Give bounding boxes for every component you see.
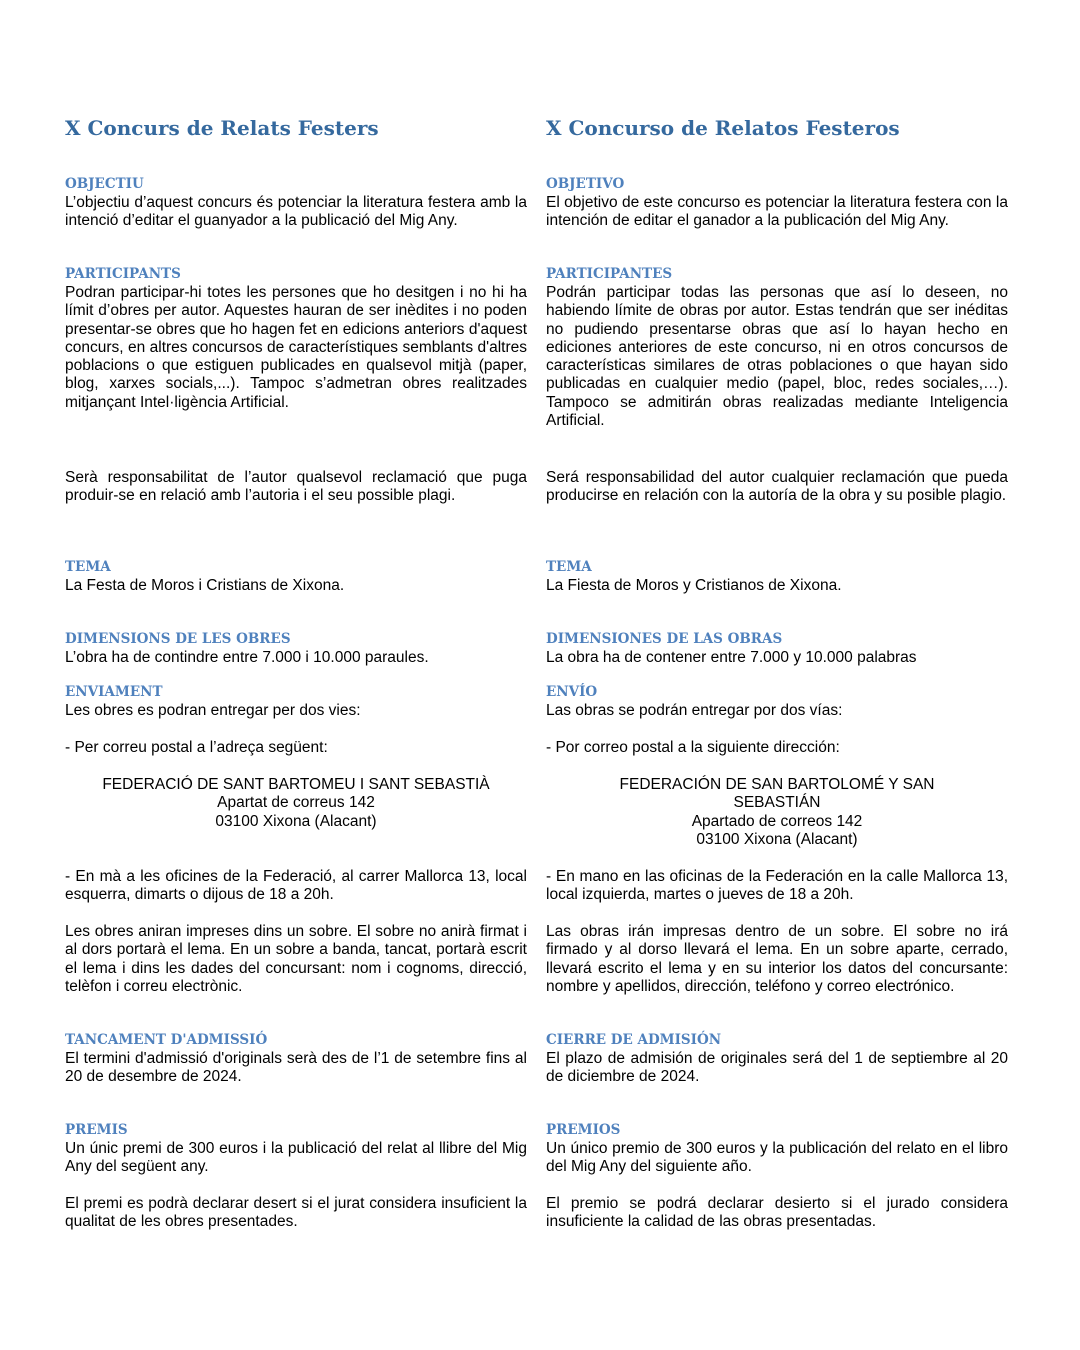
- objectiu-text: L’objectiu d’aquest concurs és potenciar la literatura festera amb la intenció d’editar el guanyador a la publicació del Mig Any.: [65, 194, 527, 230]
- tema-heading: TEMA: [65, 559, 111, 575]
- dimensions-text: L’obra ha de contindre entre 7.000 i 10.000 paraules.: [65, 649, 429, 666]
- address-line: SEBASTIÁN: [733, 794, 821, 812]
- address-line: 03100 Xixona (Alacant): [215, 812, 377, 830]
- participantes-heading: PARTICIPANTES: [546, 266, 673, 282]
- participantes-text-2: Será responsabilidad del autor cualquier reclamación que pueda producirse en relación con la autoría de la obra y su posible plagio.: [546, 469, 1008, 505]
- tema-heading-es: TEMA: [546, 559, 592, 575]
- objetivo-heading: OBJETIVO: [546, 176, 625, 192]
- envio-intro: Las obras se podrán entregar por dos vías:: [546, 702, 843, 719]
- enviament-intro: Les obres es podran entregar per dos vies:: [65, 702, 361, 719]
- envio-hand: - En mano en las oficinas de la Federación en la calle Mallorca 13, local izquierda, martes o jueves de 18 a 20h.: [546, 868, 1008, 904]
- premis-heading: PREMIS: [65, 1122, 128, 1138]
- objetivo-text: El objetivo de este concurso es potenciar la literatura festera con la intención de editar el ganador a la publicación del Mig Any.: [546, 194, 1008, 230]
- cierre-text: El plazo de admisión de originales será del 1 de septiembre al 20 de diciembre de 2024.: [546, 1050, 1008, 1086]
- premios-text: Un único premio de 300 euros y la publicación del relato en el libro del Mig Any del siguiente año.: [546, 1140, 1008, 1176]
- dimensiones-heading: DIMENSIONES DE LAS OBRAS: [546, 631, 783, 647]
- dimensions-heading: DIMENSIONS DE LES OBRES: [65, 631, 291, 647]
- spanish-title: X Concurso de Relatos Festeros: [546, 116, 900, 140]
- address-line: Apartat de correus 142: [217, 794, 375, 812]
- participants-heading: PARTICIPANTS: [65, 266, 181, 282]
- tancament-text: El termini d'admissió d'originals serà des de l’1 de setembre fins al 20 de desembre de 2024.: [65, 1050, 527, 1086]
- premios-heading: PREMIOS: [546, 1122, 621, 1138]
- participantes-text: Podrán participar todas las personas que así lo deseen, no habiendo límite de obras por autor. Estas tendrán que ser inéditas no pudiendo presentarse obras que así lo hayan hecho en ediciones anteriores de este concurso, ni en otros concursos de características similares de otras poblaciones o que hayan sido publicadas en cualquier medio (papel, bloc, redes sociales,…). Tampoco se admitirán obras realizadas mediante Inteligencia Artificial.: [546, 284, 1008, 430]
- envio-heading: ENVÍO: [546, 684, 598, 700]
- tema-text: La Festa de Moros i Cristians de Xixona.: [65, 577, 345, 594]
- enviament-hand: - En mà a les oficines de la Federació, al carrer Mallorca 13, local esquerra, dimarts o dijous de 18 a 20h.: [65, 868, 527, 904]
- envio-envelope: Las obras irán impresas dentro de un sobre. El sobre no irá firmado y al dorso llevará el lema. En un sobre aparte, cerrado, llevará escrito el lema y en su interior los datos del concursante: nombre y apellidos, dirección, teléfono y correo electrónico.: [546, 923, 1008, 995]
- participants-text-2: Serà responsabilitat de l’autor qualsevol reclamació que puga produir-se en relació amb l’autoria i el seu possible plagi.: [65, 469, 527, 505]
- objectiu-heading: OBJECTIU: [65, 176, 144, 192]
- enviament-heading: ENVIAMENT: [65, 684, 163, 700]
- envio-postal: - Por correo postal a la siguiente dirección:: [546, 739, 840, 756]
- address-line: Apartado de correos 142: [691, 812, 863, 830]
- premios-text-2: El premio se podrá declarar desierto si el jurado considera insuficiente la calidad de las obras presentadas.: [546, 1195, 1008, 1231]
- address-line: FEDERACIÓ DE SANT BARTOMEU I SANT SEBASTIÀ: [102, 776, 490, 793]
- dimensiones-text: La obra ha de contener entre 7.000 y 10.000 palabras: [546, 649, 917, 666]
- participants-text: Podran participar-hi totes les persones que ho desitgen i no hi ha límit d’obres per autor. Aquestes hauran de ser inèdites i no poden presentar-se obres que ho hagen fet en edicions anteriors d'aquest concurs, en altres concursos de característiques semblants d'altres poblacions o que estiguen publicades en qualsevol mitjà (paper, blog, xarxes socials,...). Tampoc s’admetran obres realitzades mitjançant Intel·ligència Artificial.: [65, 284, 527, 411]
- address-line: FEDERACIÓN DE SAN BARTOLOMÉ Y SAN: [619, 776, 935, 793]
- enviament-envelope: Les obres aniran impreses dins un sobre. El sobre no anirà firmat i al dors portarà el lema. En un sobre a banda, tancat, portarà escrit el lema i dins les dades del concursant: nom i cognoms, direcció, telèfon i correu electrònic.: [65, 923, 527, 995]
- address-line: 03100 Xixona (Alacant): [696, 830, 858, 848]
- catalan-title: X Concurs de Relats Festers: [65, 116, 379, 140]
- enviament-address: [65, 776, 527, 831]
- enviament-postal: - Per correu postal a l’adreça següent:: [65, 739, 328, 756]
- premis-text-2: El premi es podrà declarar desert si el jurat considera insuficient la qualitat de les obres presentades.: [65, 1195, 527, 1231]
- tancament-heading: TANCAMENT D'ADMISSIÓ: [65, 1032, 268, 1048]
- cierre-heading: CIERRE DE ADMISIÓN: [546, 1032, 722, 1048]
- envio-address: [546, 776, 1008, 849]
- tema-text-es: La Fiesta de Moros y Cristianos de Xixona.: [546, 577, 842, 594]
- premis-text: Un únic premi de 300 euros i la publicació del relat al llibre del Mig Any del següent any.: [65, 1140, 527, 1176]
